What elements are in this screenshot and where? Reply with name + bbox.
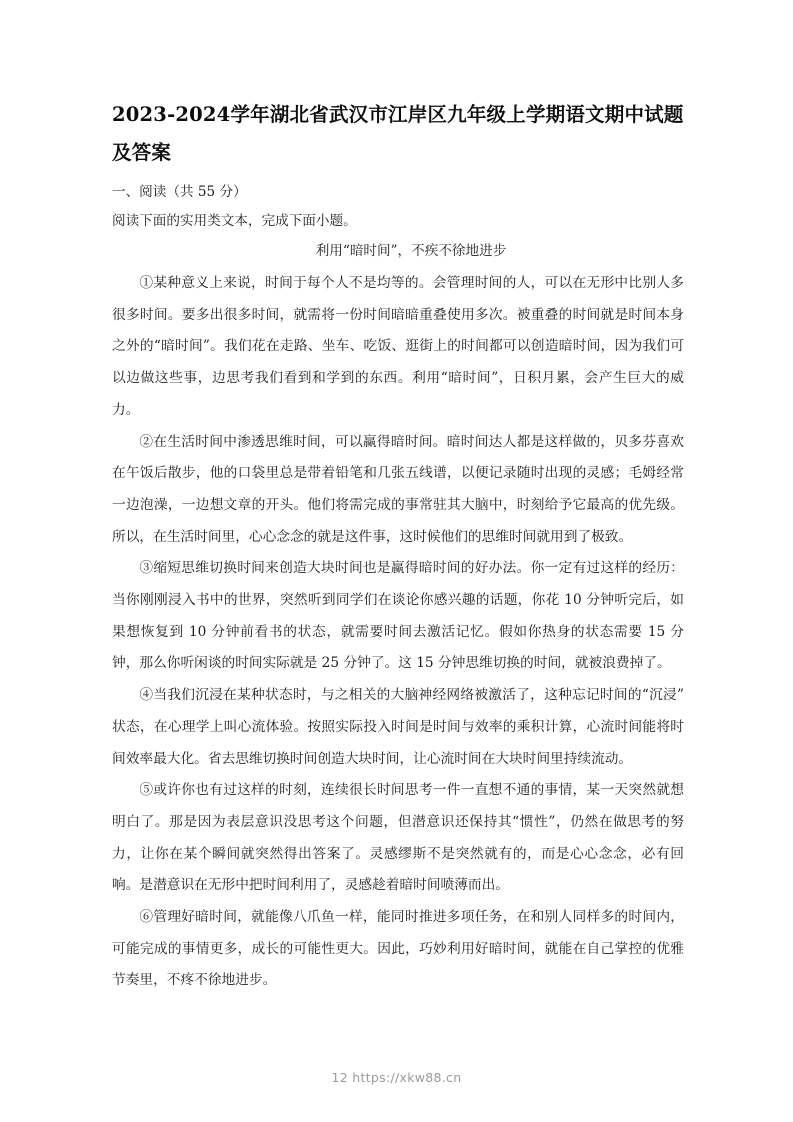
page-title: 2023-2024学年湖北省武汉市江岸区九年级上学期语文期中试题及答案 (112, 103, 684, 164)
section-heading: 一、阅读（共 55 分） (112, 184, 247, 200)
article-title: 利用“暗时间”，不疾不徐地进步 (315, 243, 507, 259)
document-content (112, 96, 684, 997)
article-paragraph-2: ②在生活时间中渗透思维时间，可以赢得暗时间。暗时间达人都是这样做的，贝多芬喜欢在午饭后散步，他的口袋里总是带着铅笔和几张五线谱，以便记录随时出现的灵感；毛姆经常一边泡澡，一边想文章的开头。他们将需完成的事常驻其大脑中，时刻给予它最高的优先级。所以，在生活时间里，心心念念的就是这件事，这时候他们的思维时间就用到了极致。 (112, 433, 684, 545)
article-paragraph-5: ⑤或许你也有过这样的时刻，连续很长时间思考一件一直想不通的事情，某一天突然就想明白了。那是因为表层意识没思考这个问题，但潜意识还保持其“惯性”，仍然在做思考的努力，让你在某个瞬间就突然得出答案了。灵感缪斯不是突然就有的，而是心心念念，必有回响。是潜意识在无形中把时间利用了，灵感趁着暗时间喷薄而出。 (112, 782, 684, 894)
article-paragraph-3: ③缩短思维切换时间来创造大块时间也是赢得暗时间的好办法。你一定有过这样的经历：当你刚刚浸入书中的世界，突然听到同学们在谈论你感兴趣的话题，你花 10 分钟听完后，如果想恢复到 10 分钟前看书的状态，就需要时间去激活记忆。假如你热身的状态需要 15 分钟，那么你听闲谈的时间实际就是 25 分钟了。这 15 分钟思维切换的时间，就被浪费掉了。 (112, 560, 684, 672)
article-paragraph-6: ⑥管理好暗时间，就能像八爪鱼一样，能同时推进多项任务，在和别人同样多的时间内，可能完成的事情更多，成长的可能性更大。因此，巧妙利用好暗时间，就能在自己掌控的优雅节奏里，不疼不徐地进步。 (112, 909, 684, 989)
reading-instruction: 阅读下面的实用类文本，完成下面小题。 (112, 213, 357, 229)
article-paragraph-1: ①某种意义上来说，时间于每个人不是均等的。会管理时间的人，可以在无形中比别人多很多时间。要多出很多时间，就需将一份时间暗暗重叠使用多次。被重叠的时间就是时间本身之外的“暗时间”。我们花在走路、坐车、吃饭、逛街上的时间都可以创造暗时间，因为我们可以边做这些事，边思考我们看到和学到的东西。利用“暗时间”，日积月累，会产生巨大的威力。 (112, 275, 684, 418)
article-paragraph-4: ④当我们沉浸在某种状态时，与之相关的大脑神经网络被激活了，这种忘记时间的“沉浸”状态，在心理学上叫心流体验。按照实际投入时间是时间与效率的乘积计算，心流时间能将时间效率最大化。省去思维切换时间创造大块时间，让心流时间在大块时间里持续流动。 (112, 687, 684, 767)
page-footer-watermark: 12 https://xkw88.cn (331, 1070, 462, 1085)
